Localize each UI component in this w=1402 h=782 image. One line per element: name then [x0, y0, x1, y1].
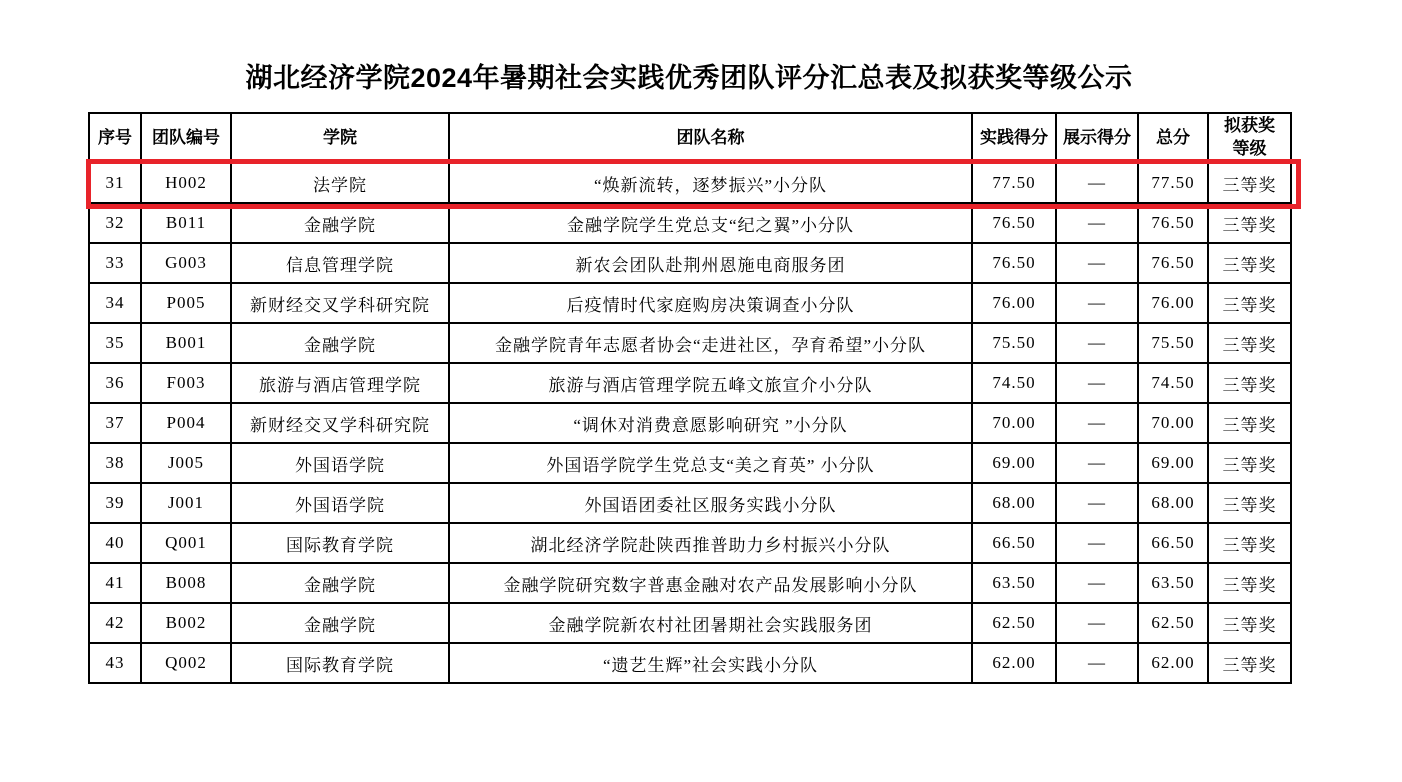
cell-total-score: 76.00 — [1138, 283, 1208, 323]
cell-team-id: J001 — [141, 483, 231, 523]
cell-index: 36 — [89, 363, 141, 403]
cell-award-level: 三等奖 — [1208, 323, 1291, 363]
cell-team-name: 湖北经济学院赴陕西推普助力乡村振兴小分队 — [449, 523, 972, 563]
cell-award-level: 三等奖 — [1208, 403, 1291, 443]
cell-total-score: 62.00 — [1138, 643, 1208, 683]
cell-index: 32 — [89, 203, 141, 243]
cell-college: 金融学院 — [231, 203, 449, 243]
cell-practice-score: 68.00 — [972, 483, 1056, 523]
cell-team-id: F003 — [141, 363, 231, 403]
cell-display-score: — — [1056, 523, 1138, 563]
cell-display-score: — — [1056, 603, 1138, 643]
cell-total-score: 74.50 — [1138, 363, 1208, 403]
table-row — [89, 163, 1291, 203]
cell-index: 34 — [89, 283, 141, 323]
cell-index: 31 — [89, 163, 141, 203]
page-title: 湖北经济学院2024年暑期社会实践优秀团队评分汇总表及拟获奖等级公示 — [245, 63, 1133, 93]
cell-total-score: 76.50 — [1138, 203, 1208, 243]
table-row — [89, 243, 1291, 283]
cell-display-score: — — [1056, 163, 1138, 203]
cell-team-name: 后疫情时代家庭购房决策调查小分队 — [449, 283, 972, 323]
table-row — [89, 483, 1291, 523]
header-college: 学院 — [231, 113, 449, 163]
header-award-level: 拟获奖等级 — [1208, 113, 1291, 163]
header-team-id: 团队编号 — [141, 113, 231, 163]
cell-college: 国际教育学院 — [231, 643, 449, 683]
cell-team-name: 外国语团委社区服务实践小分队 — [449, 483, 972, 523]
cell-total-score: 68.00 — [1138, 483, 1208, 523]
cell-index: 43 — [89, 643, 141, 683]
cell-practice-score: 69.00 — [972, 443, 1056, 483]
cell-practice-score: 75.50 — [972, 323, 1056, 363]
header-index: 序号 — [89, 113, 141, 163]
cell-award-level: 三等奖 — [1208, 603, 1291, 643]
cell-award-level: 三等奖 — [1208, 443, 1291, 483]
cell-team-id: G003 — [141, 243, 231, 283]
cell-index: 37 — [89, 403, 141, 443]
cell-team-id: B002 — [141, 603, 231, 643]
header-display-score: 展示得分 — [1056, 113, 1138, 163]
cell-college: 新财经交叉学科研究院 — [231, 403, 449, 443]
cell-total-score: 76.50 — [1138, 243, 1208, 283]
header-practice-score: 实践得分 — [972, 113, 1056, 163]
cell-practice-score: 63.50 — [972, 563, 1056, 603]
cell-total-score: 75.50 — [1138, 323, 1208, 363]
document-content — [88, 60, 1290, 684]
cell-team-name: 金融学院青年志愿者协会“走进社区，孕育希望”小分队 — [449, 323, 972, 363]
header-total-score: 总分 — [1138, 113, 1208, 163]
table-row — [89, 283, 1291, 323]
cell-college: 新财经交叉学科研究院 — [231, 283, 449, 323]
cell-award-level: 三等奖 — [1208, 483, 1291, 523]
cell-total-score: 63.50 — [1138, 563, 1208, 603]
table-row — [89, 563, 1291, 603]
cell-index: 40 — [89, 523, 141, 563]
cell-college: 金融学院 — [231, 603, 449, 643]
cell-college: 金融学院 — [231, 563, 449, 603]
table-row — [89, 523, 1291, 563]
cell-team-name: 金融学院研究数字普惠金融对农产品发展影响小分队 — [449, 563, 972, 603]
cell-display-score: — — [1056, 243, 1138, 283]
cell-practice-score: 74.50 — [972, 363, 1056, 403]
table-row — [89, 603, 1291, 643]
table-row — [89, 443, 1291, 483]
cell-display-score: — — [1056, 203, 1138, 243]
cell-index: 41 — [89, 563, 141, 603]
cell-display-score: — — [1056, 443, 1138, 483]
cell-display-score: — — [1056, 323, 1138, 363]
table-row — [89, 643, 1291, 683]
cell-team-id: Q002 — [141, 643, 231, 683]
cell-college: 法学院 — [231, 163, 449, 203]
cell-award-level: 三等奖 — [1208, 163, 1291, 203]
cell-display-score: — — [1056, 483, 1138, 523]
cell-award-level: 三等奖 — [1208, 523, 1291, 563]
cell-total-score: 62.50 — [1138, 603, 1208, 643]
cell-display-score: — — [1056, 403, 1138, 443]
cell-team-id: H002 — [141, 163, 231, 203]
table-row — [89, 323, 1291, 363]
score-table-wrap — [88, 112, 1290, 684]
cell-college: 旅游与酒店管理学院 — [231, 363, 449, 403]
cell-college: 信息管理学院 — [231, 243, 449, 283]
cell-practice-score: 76.50 — [972, 203, 1056, 243]
cell-practice-score: 66.50 — [972, 523, 1056, 563]
cell-index: 35 — [89, 323, 141, 363]
cell-college: 金融学院 — [231, 323, 449, 363]
cell-team-name: “焕新流转，逐梦振兴”小分队 — [449, 163, 972, 203]
table-row — [89, 403, 1291, 443]
cell-award-level: 三等奖 — [1208, 643, 1291, 683]
cell-index: 33 — [89, 243, 141, 283]
cell-award-level: 三等奖 — [1208, 243, 1291, 283]
cell-team-id: Q001 — [141, 523, 231, 563]
cell-team-name: 外国语学院学生党总支“美之育英” 小分队 — [449, 443, 972, 483]
cell-college: 外国语学院 — [231, 443, 449, 483]
table-row — [89, 363, 1291, 403]
cell-practice-score: 70.00 — [972, 403, 1056, 443]
cell-college: 国际教育学院 — [231, 523, 449, 563]
header-team-name: 团队名称 — [449, 113, 972, 163]
cell-team-id: B001 — [141, 323, 231, 363]
cell-total-score: 69.00 — [1138, 443, 1208, 483]
cell-practice-score: 62.50 — [972, 603, 1056, 643]
header-row — [89, 113, 1291, 163]
cell-award-level: 三等奖 — [1208, 563, 1291, 603]
cell-team-id: B011 — [141, 203, 231, 243]
cell-team-id: B008 — [141, 563, 231, 603]
cell-team-id: J005 — [141, 443, 231, 483]
cell-index: 42 — [89, 603, 141, 643]
cell-total-score: 66.50 — [1138, 523, 1208, 563]
cell-total-score: 70.00 — [1138, 403, 1208, 443]
table-row — [89, 203, 1291, 243]
cell-team-id: P005 — [141, 283, 231, 323]
cell-award-level: 三等奖 — [1208, 203, 1291, 243]
cell-team-name: 新农会团队赴荆州恩施电商服务团 — [449, 243, 972, 283]
score-table — [88, 112, 1292, 684]
cell-team-id: P004 — [141, 403, 231, 443]
cell-team-name: “遗艺生辉”社会实践小分队 — [449, 643, 972, 683]
cell-team-name: 金融学院学生党总支“纪之翼”小分队 — [449, 203, 972, 243]
cell-total-score: 77.50 — [1138, 163, 1208, 203]
cell-index: 39 — [89, 483, 141, 523]
cell-practice-score: 77.50 — [972, 163, 1056, 203]
cell-display-score: — — [1056, 363, 1138, 403]
cell-index: 38 — [89, 443, 141, 483]
cell-team-name: 金融学院新农村社团暑期社会实践服务团 — [449, 603, 972, 643]
cell-team-name: 旅游与酒店管理学院五峰文旅宣介小分队 — [449, 363, 972, 403]
cell-practice-score: 62.00 — [972, 643, 1056, 683]
cell-practice-score: 76.00 — [972, 283, 1056, 323]
cell-college: 外国语学院 — [231, 483, 449, 523]
cell-award-level: 三等奖 — [1208, 283, 1291, 323]
cell-practice-score: 76.50 — [972, 243, 1056, 283]
cell-display-score: — — [1056, 563, 1138, 603]
cell-display-score: — — [1056, 283, 1138, 323]
cell-display-score: — — [1056, 643, 1138, 683]
cell-award-level: 三等奖 — [1208, 363, 1291, 403]
cell-team-name: “调休对消费意愿影响研究 ”小分队 — [449, 403, 972, 443]
